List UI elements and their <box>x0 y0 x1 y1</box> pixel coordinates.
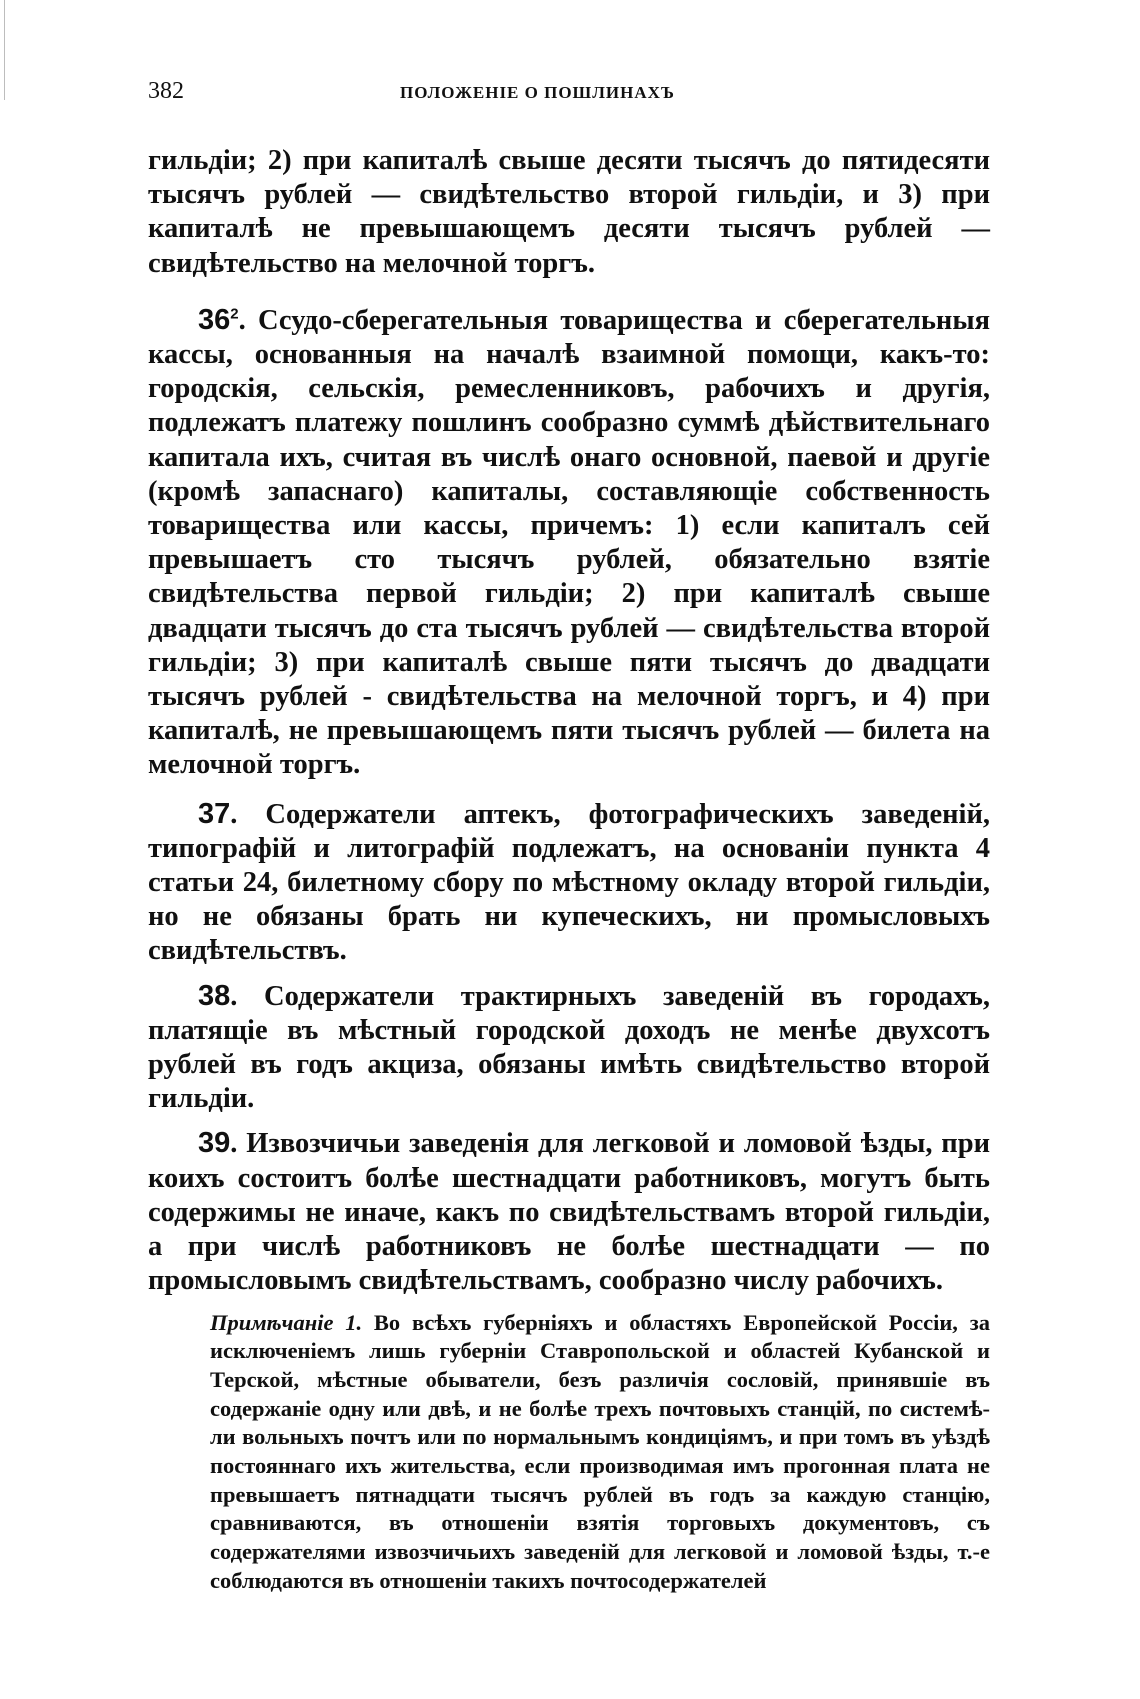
article-text: . Ссудо-сберегательныя товарищества и сберегательныя кассы, основанныя на началѣ взаимной помощи, какъ-то: городскія, сельскія, ремесленниковъ, рабочихъ и другія, подлежатъ платежу пошлинъ сообразно суммѣ дѣйствительнаго капитала ихъ, считая въ числѣ онаго основной, паевой и другіе (кромѣ запаснаго) капиталы, составляющіе собственность товарищества или кассы, причемъ: 1) если капиталъ сей превышаетъ сто тысячъ рублей, обязательно взятіе свидѣтельства первой гильдіи; 2) при капиталѣ свыше двадцати тысячъ до ста тысячъ рублей — свидѣтельства второй гильдіи; 3) при капиталѣ свыше пяти тысячъ до двадцати тысячъ рублей - свидѣтельства на мелочной торгъ, и 4) при капиталѣ, не превышающемъ пяти тысячъ рублей — билета на мелочной торгъ. <box>148 304 990 781</box>
article-number: 36 <box>198 303 231 336</box>
article-text: . Содержатели аптекъ, фотографическихъ заведеній, типографій и литографій подлежатъ, на основаніи пункта 4 статьи 24, билетному сбору по мѣстному окладу второй гильдіи, но не обязаны брать ни купеческихъ, ни промысловыхъ свидѣтельствъ. <box>148 798 990 967</box>
main-text <box>148 144 990 1299</box>
note-text: Во всѣхъ губерніяхъ и областяхъ Европейской Россіи, за исключеніемъ лишь губерніи Ставропольской и областей Кубанской и Терской, мѣстные обыватели, безъ различія сословій, принявшіе въ содержаніе одну или двѣ, и не болѣе трехъ почтовыхъ станцій, по системѣ-ли вольныхъ почтъ или по нормальнымъ кондиціямъ, и при томъ въ уѣздѣ постояннаго ихъ жительства, если производимая имъ прогонная плата не превышаетъ пятнадцати тысячъ рублей въ годъ за каждую станцію, сравниваются, въ отношеніи взятія торговыхъ документовъ, съ содержателями извозчичьихъ заведеній для легковой и ломовой ѣзды, т.-е соблюдаются въ отношеніи такихъ почтосодержателей <box>210 1309 990 1593</box>
article-number: 38 <box>198 979 231 1012</box>
article-superscript: 2 <box>230 305 239 323</box>
page-number: 382 <box>148 78 184 104</box>
running-head <box>148 70 990 110</box>
note-label: Примѣчаніе 1. <box>210 1309 363 1335</box>
page-edge-mark <box>4 0 5 100</box>
article-37 <box>148 797 990 969</box>
paragraph-continuation: гильдіи; 2) при капиталѣ свыше десяти тысячъ до пятидесяти тысячъ рублей — свидѣтельство второй гильдіи, и 3) при капиталѣ не превышающемъ десяти тысячъ рублей — свидѣтельство на мелочной торгъ. <box>148 145 990 279</box>
article-text: . Содержатели трактирныхъ заведеній въ городахъ, платящіе въ мѣстный городской доходъ не менѣе двухсотъ рублей въ годъ акциза, обязаны имѣть свидѣтельство второй гильдіи. <box>148 980 990 1115</box>
note-paragraph <box>210 1309 990 1596</box>
article-number: 39 <box>198 1127 231 1160</box>
article-36-2 <box>148 303 990 783</box>
article-39 <box>148 1126 990 1298</box>
article-text: . Извозчичьи заведенія для легковой и ломовой ѣзды, при коихъ состоитъ болѣе шестнадцати работниковъ, могутъ быть содержимы не иначе, какъ по свидѣтельствамъ второй гильдіи, а при числѣ работниковъ не болѣе шестнадцати — по промысловымъ свидѣтельствамъ, сообразно числу рабочихъ. <box>148 1128 990 1297</box>
article-38 <box>148 979 990 1117</box>
running-title: ПОЛОЖЕНІЕ О ПОШЛИНАХЪ <box>400 83 675 102</box>
footnote-block <box>210 1309 990 1596</box>
book-page <box>148 70 990 1596</box>
article-number: 37 <box>198 797 231 830</box>
